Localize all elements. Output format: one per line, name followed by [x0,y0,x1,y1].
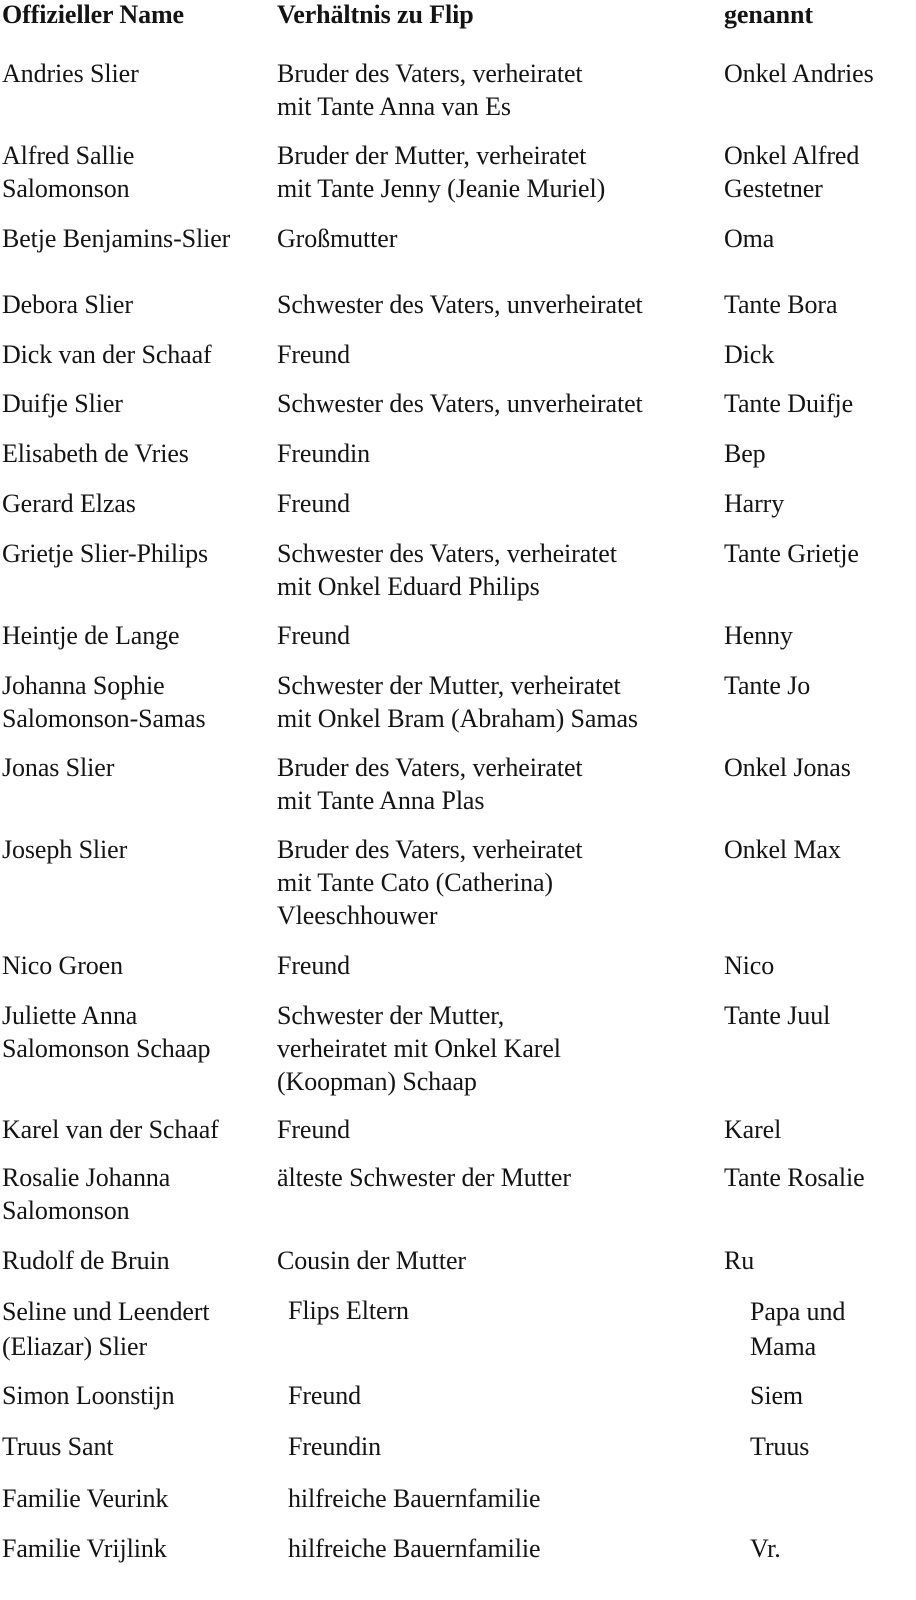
called-name: Tante Grietje [724,539,859,568]
official-name: Seline und Leendert (Eliazar) Slier [2,1297,210,1361]
official-name: Familie Vrijlink [2,1534,167,1563]
official-name: Heintje de Lange [2,621,180,650]
official-name: Rosalie Johanna Salomonson [2,1163,171,1225]
relation: Freund [277,951,351,980]
relation: Schwester der Mutter, verheiratet mit Onkel Karel (Koopman) Schaap [277,1001,561,1096]
official-name: Duifje Slier [2,389,123,418]
relation: Freund [288,1381,362,1410]
official-name: Grietje Slier-Philips [2,539,209,568]
official-name: Andries Slier [2,59,139,88]
called-name: Onkel Andries [724,59,874,88]
official-name: Nico Groen [2,951,124,980]
relation: Flips Eltern [288,1296,409,1325]
relation: Bruder des Vaters, verheiratet mit Tante Anna van Es [277,59,583,121]
relation: Schwester der Mutter, verheiratet mit Onkel Bram (Abraham) Samas [277,671,638,733]
official-name: Dick van der Schaaf [2,340,212,369]
called-name: Henny [724,621,793,650]
official-name: Simon Loonstijn [2,1381,175,1410]
official-name: Debora Slier [2,290,133,319]
called-name: Nico [724,951,775,980]
official-name: Johanna Sophie Salomonson-Samas [2,671,206,733]
official-name: Elisabeth de Vries [2,439,189,468]
called-name: Onkel Alfred Gestetner [724,141,860,203]
called-name: Tante Bora [724,290,838,319]
relation: älteste Schwester der Mutter [277,1163,571,1192]
official-name: Joseph Slier [2,835,128,864]
called-name: Harry [724,489,785,518]
relation: Freund [277,1115,351,1144]
called-name: Oma [724,224,775,253]
called-name: Onkel Max [724,835,841,864]
relation: Bruder des Vaters, verheiratet mit Tante Cato (Catherina) Vleeschhouwer [277,835,583,930]
relation: Freund [277,489,351,518]
called-name: Onkel Jonas [724,753,851,782]
official-name: Alfred Sallie Salomonson [2,141,135,203]
called-name: Tante Rosalie [724,1163,865,1192]
official-name: Rudolf de Bruin [2,1246,170,1275]
called-name: Papa und Mama [750,1297,846,1361]
relation: Freundin [288,1432,382,1461]
called-name: Bep [724,439,766,468]
header-official-name: Offizieller Name [2,0,184,29]
relation: hilfreiche Bauernfamilie [288,1534,541,1563]
official-name: Gerard Elzas [2,489,136,518]
relation: Bruder der Mutter, verheiratet mit Tante Jenny (Jeanie Muriel) [277,141,606,203]
official-name: Jonas Slier [2,753,115,782]
called-name: Vr. [750,1534,781,1563]
called-name: Dick [724,340,775,369]
relation: Freund [277,340,351,369]
relation: Bruder des Vaters, verheiratet mit Tante Anna Plas [277,753,583,815]
called-name: Tante Juul [724,1001,831,1030]
official-name: Familie Veurink [2,1484,169,1513]
official-name: Truus Sant [2,1432,114,1461]
relation: Schwester des Vaters, verheiratet mit Onkel Eduard Philips [277,539,617,601]
called-name: Tante Duifje [724,389,854,418]
relation: hilfreiche Bauernfamilie [288,1484,541,1513]
relation: Freund [277,621,351,650]
relation: Freundin [277,439,371,468]
official-name: Juliette Anna Salomonson Schaap [2,1001,211,1063]
header-called: genannt [724,0,813,29]
official-name: Betje Benjamins-Slier [2,224,231,253]
called-name: Karel [724,1115,782,1144]
relation: Schwester des Vaters, unverheiratet [277,389,643,418]
relation: Cousin der Mutter [277,1246,466,1275]
called-name: Tante Jo [724,671,811,700]
called-name: Siem [750,1381,804,1410]
called-name: Ru [724,1246,755,1275]
relation: Großmutter [277,224,398,253]
relation: Schwester des Vaters, unverheiratet [277,290,643,319]
official-name: Karel van der Schaaf [2,1115,219,1144]
header-relation: Verhältnis zu Flip [277,0,474,29]
called-name: Truus [750,1432,810,1461]
